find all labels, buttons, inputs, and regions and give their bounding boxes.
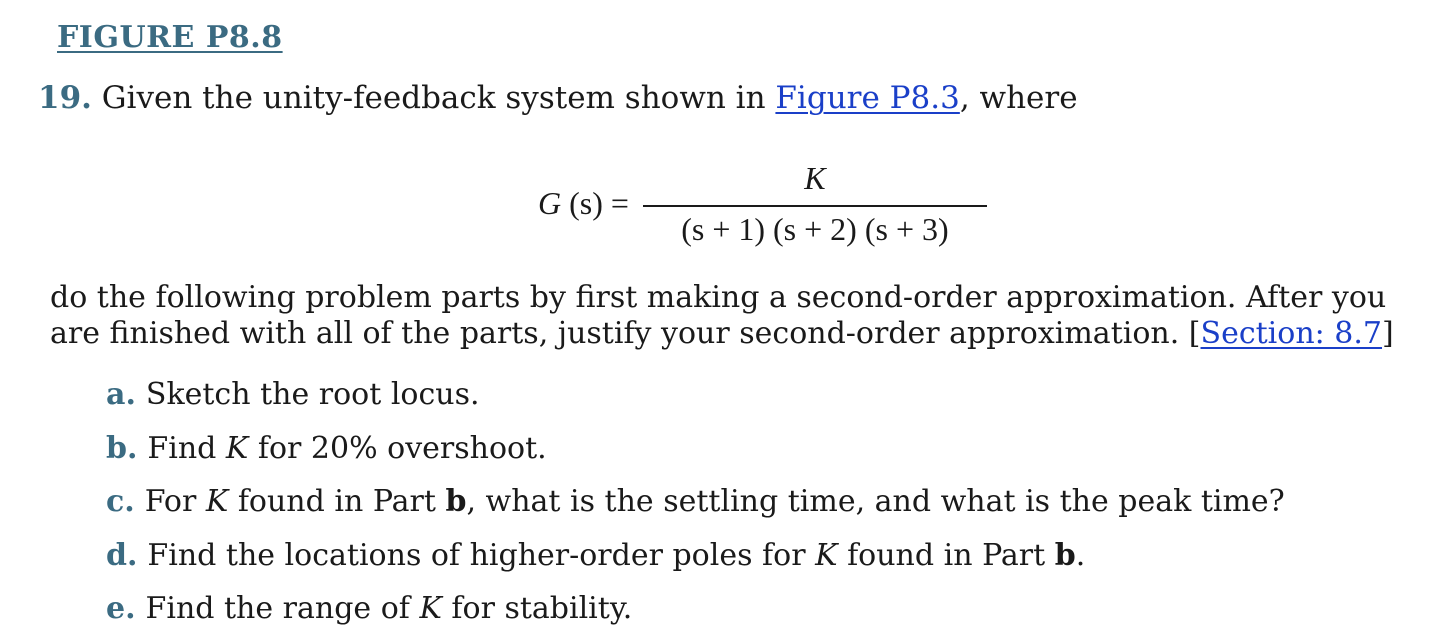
problem-parts-list (106, 368, 1285, 636)
part-text-mid: found in Part (237, 484, 436, 520)
problem-statement (38, 80, 1078, 116)
part-letter: c. (106, 484, 135, 520)
part-text-pre: Find the range of (145, 591, 410, 627)
part-text-post: for stability. (451, 591, 633, 627)
k-symbol: K (815, 537, 838, 573)
equation-fraction (643, 160, 987, 248)
part-c (106, 475, 1285, 529)
figure-title[interactable]: FIGURE P8.8 (57, 20, 283, 55)
equation-lhs (538, 185, 629, 222)
part-d (106, 529, 1285, 583)
equation-lhs-arg: (s) = (569, 185, 629, 222)
part-text-post: . (1075, 537, 1086, 573)
section-link[interactable]: Section: 8.7 (1200, 316, 1383, 351)
instructions-paragraph (50, 280, 1420, 352)
k-symbol: K (419, 591, 442, 627)
k-symbol: K (205, 484, 229, 520)
part-letter: e. (106, 591, 136, 627)
part-text: Sketch the root locus. (145, 377, 480, 413)
part-text-mid: found in Part (847, 537, 1046, 573)
part-text-post: for 20% overshoot. (257, 430, 547, 466)
part-letter: b. (106, 430, 138, 466)
part-text-pre: Find (147, 430, 217, 466)
instructions-tail: ] (1382, 316, 1394, 351)
problem-intro-tail: , where (959, 80, 1078, 116)
problem-number: 19. (38, 80, 92, 116)
part-b (106, 422, 1285, 476)
part-a (106, 368, 1285, 422)
transfer-function-equation (538, 160, 987, 248)
part-text-pre: Find the locations of higher-order poles for (147, 537, 806, 573)
equation-numerator: K (804, 160, 826, 196)
part-e (106, 582, 1285, 636)
equation-lhs-symbol: G (538, 185, 562, 222)
part-letter: d. (106, 537, 138, 573)
part-text-post: , what is the settling time, and what is the peak time? (466, 484, 1285, 520)
problem-intro: Given the unity-feedback system shown in (101, 80, 766, 116)
part-letter: a. (106, 377, 136, 413)
figure-link[interactable]: Figure P8.3 (775, 80, 960, 116)
part-text-pre: For (144, 484, 197, 520)
part-reference: b (1054, 537, 1076, 573)
k-symbol: K (225, 430, 249, 466)
equation-denominator: (s + 1) (s + 2) (s + 3) (681, 210, 949, 247)
part-reference: b (445, 484, 467, 520)
instructions-text: do the following problem parts by first making a second-order approximation. After you are finished with all of the parts, justify your second-order approximation. [ (50, 280, 1387, 351)
